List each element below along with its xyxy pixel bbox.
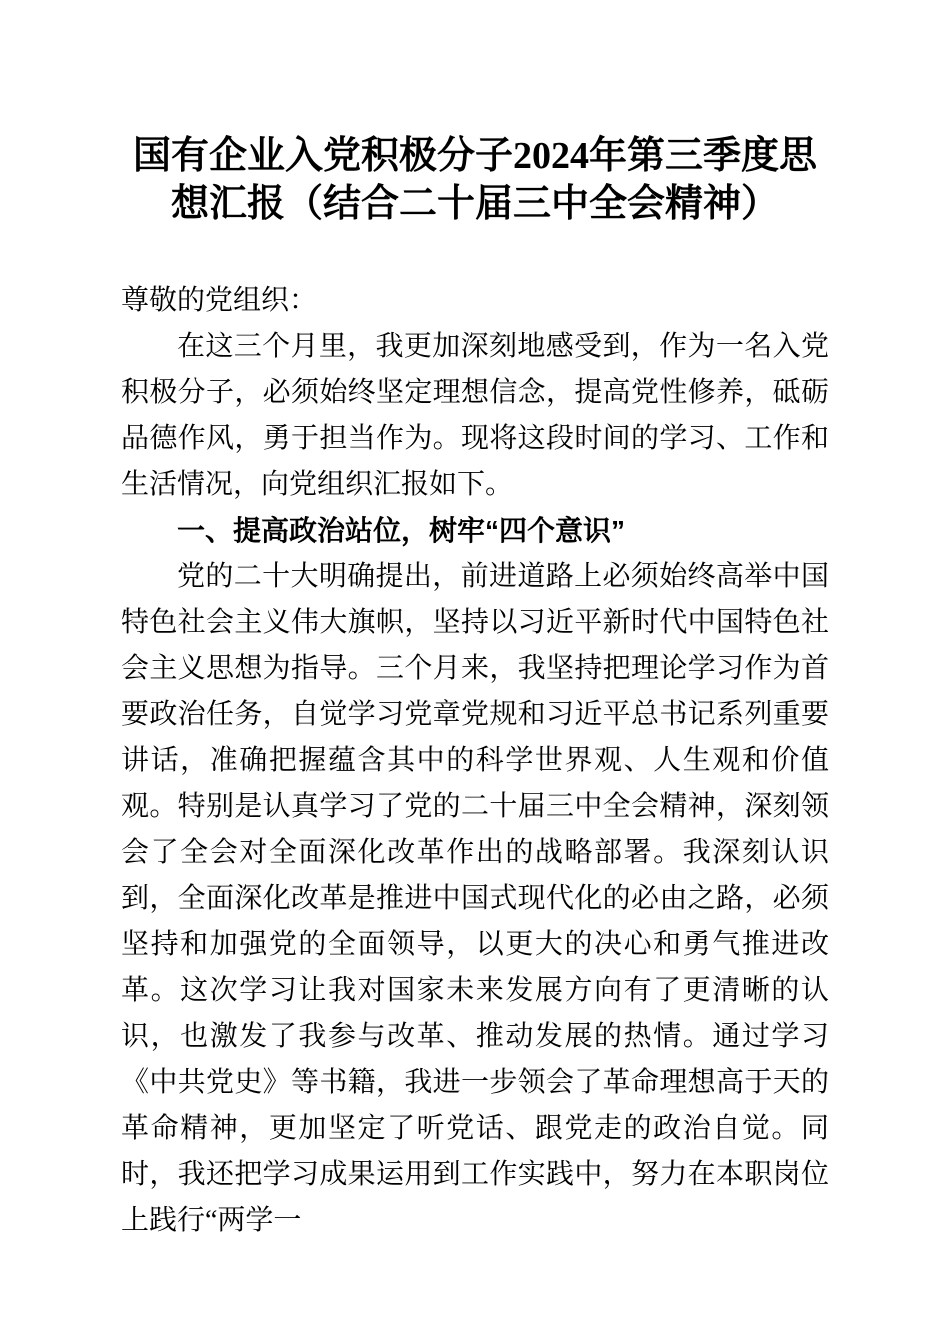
document-title: 国有企业入党积极分子2024年第三季度思想汇报（结合二十届三中全会精神） [132, 135, 817, 225]
section-1-heading: 一、提高政治站位，树牢“四个意识” [177, 515, 626, 546]
greeting-line: 尊敬的党组织： [121, 285, 318, 316]
intro-paragraph: 在这三个月里，我更加深刻地感受到，作为一名入党积极分子，必须始终坚定理想信念，提高党性修养，砥砺品德作风，勇于担当作为。现将这段时间的学习、工作和生活情况，向党组织汇报如下。 [121, 331, 829, 500]
section-1-paragraph: 党的二十大明确提出，前进道路上必须始终高举中国特色社会主义伟大旗帜，坚持以习近平新时代中国特色社会主义思想为指导。三个月来，我坚持把理论学习作为首要政治任务，自觉学习党章党规和习近平总书记系列重要讲话，准确把握蕴含其中的科学世界观、人生观和价值观。特别是认真学习了党的二十届三中全会精神，深刻领会了全会对全面深化改革作出的战略部署。我深刻认识到，全面深化改革是推进中国式现代化的必由之路，必须坚持和加强党的全面领导，以更大的决心和勇气推进改革。这次学习让我对国家未来发展方向有了更清晰的认识，也激发了我参与改革、推动发展的热情。通过学习《中共党史》等书籍，我进一步领会了革命理想高于天的革命精神，更加坚定了听党话、跟党走的政治自觉。同时，我还把学习成果运用到工作实践中，努力在本职岗位上践行“两学一 [121, 561, 829, 1236]
